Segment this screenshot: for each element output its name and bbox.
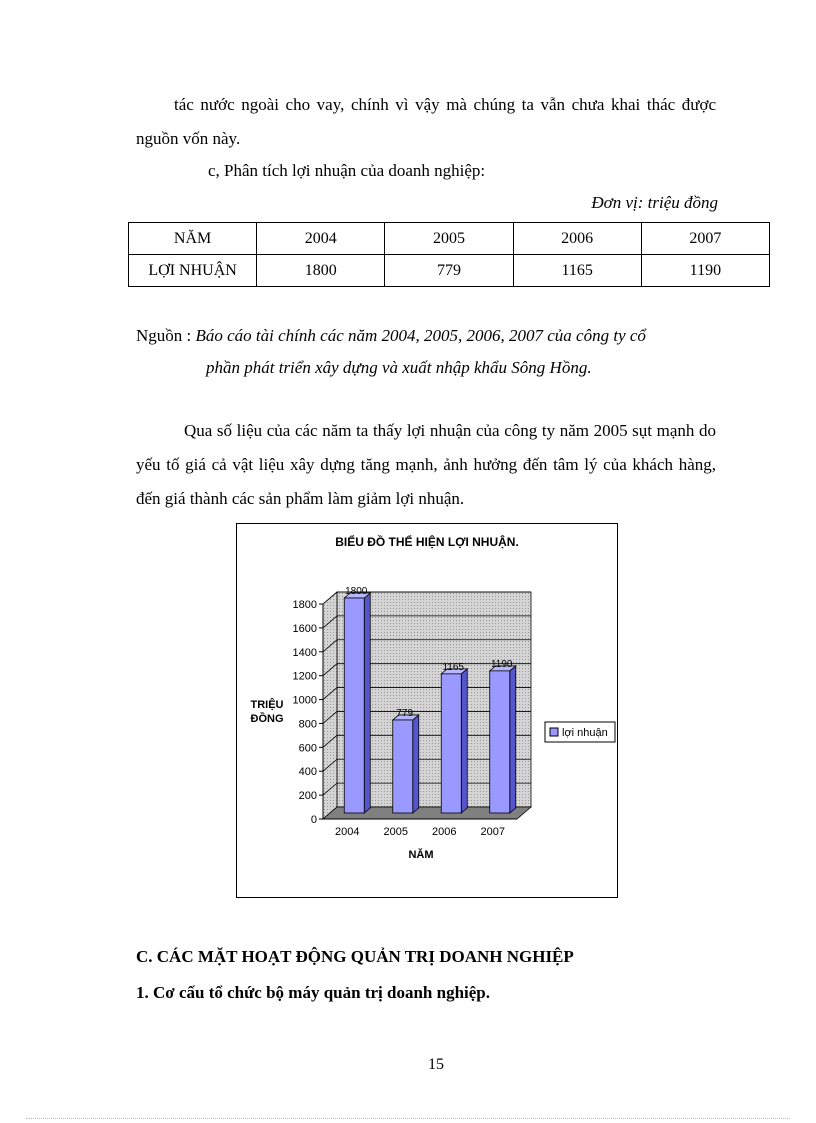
table-cell: 1165 [513,255,641,287]
section-c-heading: c, Phân tích lợi nhuận của doanh nghiệp: [208,161,486,180]
table-cell: LỢI NHUẬN [129,255,257,287]
table-header-cell: 2006 [513,223,641,255]
legend-swatch [550,728,558,736]
analysis-paragraph: Qua số liệu của các năm ta thấy lợi nhuận của công ty năm 2005 sụt mạnh do yếu tố giá cả vật liệu xây dựng tăng mạnh, ảnh hưởng đến tâm lý của khách hàng, đến giá thành các sản phẩm làm giảm lợi nhuận. [136,421,716,508]
y-axis-label-line2: ĐỒNG [250,713,284,725]
source-note [136,320,736,384]
legend-label: lợi nhuận [562,727,608,739]
bar-side [510,666,516,813]
bar-data-label: 1165 [442,661,465,673]
bar-data-label: 1190 [490,658,513,670]
table-cell: 779 [385,255,513,287]
x-tick-label: 2004 [335,826,360,838]
x-tick-label: 2007 [480,826,505,838]
y-tick-label: 1200 [292,670,317,683]
bar [393,720,413,813]
y-tick-label: 1600 [292,622,317,635]
chart-title: BIỂU ĐỒ THỂ HIỆN LỢI NHUẬN. [335,535,519,549]
bar [490,671,510,813]
page-number: 15 [428,1056,444,1073]
profit-table [128,222,770,287]
y-tick-label: 1400 [292,646,317,659]
table-header-cell: NĂM [129,223,257,255]
source-line2: phần phát triển xây dựng và xuất nhập khẩu Sông Hồng. [206,358,592,377]
bar-data-label: 1800 [345,586,368,597]
y-axis-label-line1: TRIỆU [250,699,284,711]
y-tick-label: 800 [298,718,317,731]
bar [344,598,364,813]
y-tick-label: 0 [310,814,317,826]
y-tick-label: 1800 [292,599,317,611]
footer-divider [26,1118,790,1119]
x-tick-label: 2005 [383,826,408,838]
x-axis-label: NĂM [408,849,434,861]
y-tick-label: 600 [298,742,317,755]
table-row [129,255,770,287]
table-cell: 1800 [257,255,385,287]
bar-side [461,669,467,813]
section-1-heading: 1. Cơ cấu tổ chức bộ máy quản trị doanh nghiệp. [136,983,491,1002]
table-header-cell: 2004 [257,223,385,255]
unit-note: Đơn vị: triệu đồng [591,193,718,212]
bar-data-label: 779 [396,707,414,719]
profit-chart [236,523,618,898]
x-tick-label: 2006 [432,826,457,838]
y-tick-label: 400 [298,766,317,779]
bar-side [413,715,419,813]
table-header-cell: 2007 [641,223,769,255]
chart-svg [237,524,617,897]
table-header-cell: 2005 [385,223,513,255]
source-line1: Báo cáo tài chính các năm 2004, 2005, 2006, 2007 của công ty cổ [195,326,646,345]
intro-paragraph: tác nước ngoài cho vay, chính vì vậy mà chúng ta vẫn chưa khai thác được nguồn vốn này. [136,95,716,148]
y-tick-label: 200 [298,790,317,803]
y-tick-label: 1000 [292,694,317,707]
table-header-row [129,223,770,255]
bar [441,674,461,813]
chart-legend [545,722,615,742]
source-label: Nguồn : [136,326,196,345]
table-cell: 1190 [641,255,769,287]
section-C-heading: C. CÁC MẶT HOẠT ĐỘNG QUẢN TRỊ DOANH NGHIỆP [136,947,574,966]
bar-side [364,593,370,813]
